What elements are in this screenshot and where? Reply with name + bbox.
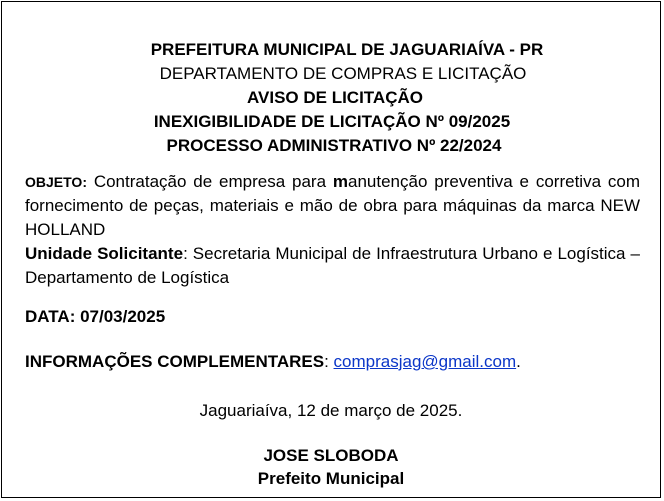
notice-body: [25, 170, 640, 290]
info-end: .: [516, 352, 521, 371]
email-link[interactable]: comprasjag@gmail.com: [333, 352, 517, 371]
process-number: PROCESSO ADMINISTRATIVO Nº 22/2024: [166, 136, 502, 155]
objeto-paragraph: [25, 170, 640, 242]
objeto-label: OBJETO:: [25, 174, 87, 190]
info-label: INFORMAÇÕES COMPLEMENTARES: [25, 352, 325, 371]
notice-header: [2, 38, 660, 158]
signatory-name: JOSE SLOBODA: [263, 446, 399, 465]
objeto-text-1: Contratação de empresa para: [86, 172, 333, 191]
unidade-paragraph: [25, 242, 640, 290]
inexigibility-number: INEXIGIBILIDADE DE LICITAÇÃO Nº 09/2025: [153, 112, 511, 131]
info-separator: :: [324, 352, 334, 371]
unidade-label: Unidade Solicitante: [25, 244, 184, 263]
objeto-text-m: m: [332, 172, 349, 191]
objeto-text-2: anutenção preventiva e corretiva com fornecimento de peças, materiais e mão de obra para máquinas da marca NEW HOLLAND: [25, 172, 640, 239]
place-date: Jaguariaíva, 12 de março de 2025.: [199, 401, 463, 420]
notice-frame: [1, 1, 661, 498]
signature-block: [2, 444, 660, 490]
municipality-title: PREFEITURA MUNICIPAL DE JAGUARIAÍVA - PR: [150, 40, 544, 59]
unidade-text: : Secretaria Municipal de Infraestrutura Urbano e Logística – Departamento de Logística: [25, 244, 640, 287]
notice-type: AVISO DE LICITAÇÃO: [247, 88, 423, 107]
department-title: DEPARTAMENTO DE COMPRAS E LICITAÇÃO: [159, 64, 527, 83]
notice-date: DATA: 07/03/2025: [25, 307, 166, 326]
info-line: [25, 350, 521, 374]
signatory-title: Prefeito Municipal: [257, 469, 405, 488]
